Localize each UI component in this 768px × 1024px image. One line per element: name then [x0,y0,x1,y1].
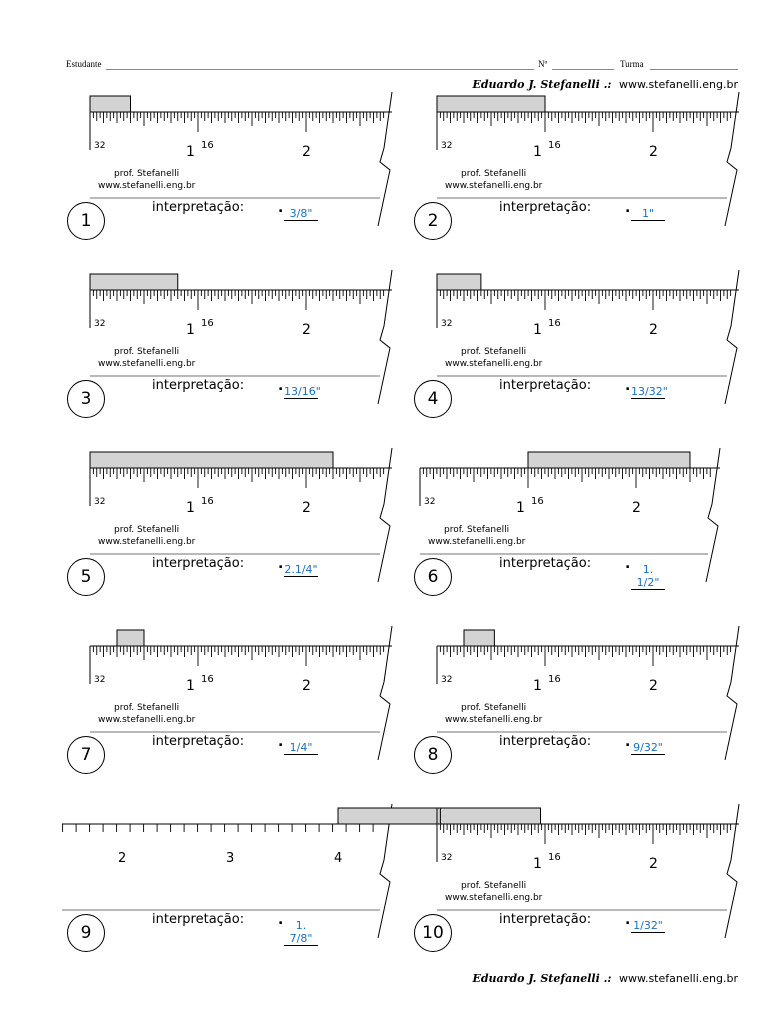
measured-bar [90,452,333,468]
measured-bar [464,630,494,646]
answer-dot: . [625,556,631,572]
answer-dot: . [278,912,284,928]
answer-field[interactable]: 13/32" [631,385,668,398]
exercise-number: 5 [67,558,105,596]
ruler-site-label: www.stefanelli.eng.br [445,715,543,725]
measured-bar [437,808,440,824]
answer-field[interactable]: 2.1/4" [284,563,318,576]
ruler-prof-label: prof. Stefanelli [114,525,180,535]
ruler [409,802,749,922]
credit-bottom [472,972,738,985]
ruler-label-1: 1 [533,678,542,694]
ruler-label-2: 2 [302,500,311,516]
ruler-label-16: 16 [201,318,214,329]
student-name-line[interactable] [106,69,534,70]
ruler-label-4: 4 [334,851,343,866]
interpretation-label: interpretação: [499,556,592,571]
number-label: Nº [538,59,548,69]
student-label: Estudante [66,59,102,69]
ruler [62,802,402,922]
answer-dot: . [625,378,631,394]
ruler-label-1: 1 [533,322,542,338]
ruler-prof-label: prof. Stefanelli [114,347,180,357]
ruler-label-1: 1 [516,500,525,516]
answer-dot: . [278,734,284,750]
student-header [66,58,738,72]
exercise-number: 9 [67,914,105,952]
ruler-label-1: 1 [186,500,195,516]
ruler-label-1: 1 [186,144,195,160]
exercise-10 [409,802,749,972]
ruler-label-2: 2 [302,144,311,160]
ruler-label-1: 1 [533,856,542,872]
measured-bar [437,96,545,112]
ruler-label-32: 32 [94,319,106,329]
exercise-number: 2 [414,202,452,240]
exercise-number: 1 [67,202,105,240]
ruler-label-16: 16 [531,496,544,507]
ruler-label-32: 32 [441,319,453,329]
interpretation-label: interpretação: [499,200,592,215]
ruler-label-2: 2 [649,144,658,160]
interpretation-label: interpretação: [499,378,592,393]
ruler-label-16: 16 [548,318,561,329]
exercise-7 [62,624,402,794]
ruler-label-32: 32 [441,675,453,685]
ruler-site-label: www.stefanelli.eng.br [445,893,543,903]
ruler [390,446,730,566]
exercise-5 [62,446,402,616]
exercise-number: 8 [414,736,452,774]
ruler-site-label: www.stefanelli.eng.br [98,537,196,547]
ruler-label-32: 32 [424,497,436,507]
measured-bar [437,274,481,290]
ruler-label-16: 16 [548,852,561,863]
exercise-9 [62,802,402,972]
interpretation-label: interpretação: [499,734,592,749]
interpretation-label: interpretação: [152,912,245,927]
ruler [409,268,749,388]
measured-bar [117,630,144,646]
ruler-label-32: 32 [441,141,453,151]
exercise-4 [409,268,749,438]
ruler [62,446,402,566]
class-label: Turma [620,59,644,69]
signature: Eduardo J. Stefanelli .: [472,972,612,985]
ruler-prof-label: prof. Stefanelli [461,881,527,891]
measured-bar [90,274,178,290]
ruler-label-16: 16 [201,496,214,507]
ruler-label-2: 2 [649,322,658,338]
ruler-site-label: www.stefanelli.eng.br [445,181,543,191]
ruler-label-1: 1 [186,322,195,338]
answer-field[interactable]: 9/32" [631,741,665,755]
interpretation-label: interpretação: [152,378,245,393]
ruler [409,90,749,210]
answer-field[interactable]: 1" [631,207,665,221]
ruler-label-16: 16 [201,140,214,151]
ruler-label-2: 2 [118,851,127,866]
exercise-number: 10 [414,914,452,952]
ruler-label-2: 2 [649,678,658,694]
answer-dot: . [278,556,284,572]
ruler-label-1: 1 [186,678,195,694]
ruler-label-16: 16 [548,674,561,685]
credit-site: www.stefanelli.eng.br [618,972,738,985]
interpretation-label: interpretação: [152,200,245,215]
credit-site: www.stefanelli.eng.br [618,78,738,91]
answer-dot: . [625,200,631,216]
number-line[interactable] [552,69,614,70]
ruler-site-label: www.stefanelli.eng.br [445,359,543,369]
ruler-label-2: 2 [302,678,311,694]
ruler-label-2: 2 [649,856,658,872]
exercise-1 [62,90,402,260]
exercise-number: 4 [414,380,452,418]
ruler-site-label: www.stefanelli.eng.br [428,537,526,547]
ruler-label-32: 32 [94,141,106,151]
ruler [62,90,402,210]
exercise-number: 6 [414,558,452,596]
ruler-label-2: 2 [632,500,641,516]
measured-bar [90,96,131,112]
ruler-prof-label: prof. Stefanelli [461,703,527,713]
answer-field[interactable]: 1/32" [631,919,665,933]
answer-dot: . [625,912,631,928]
class-line[interactable] [650,69,738,70]
answer-dot: . [625,734,631,750]
ruler-prof-label: prof. Stefanelli [461,169,527,179]
ruler [62,268,402,388]
answer-field[interactable]: 13/16" [284,385,321,398]
ruler-label-16: 16 [201,674,214,685]
interpretation-label: interpretação: [152,734,245,749]
answer-field[interactable]: 1/4" [284,741,318,755]
ruler [409,624,749,744]
ruler-prof-label: prof. Stefanelli [461,347,527,357]
ruler-prof-label: prof. Stefanelli [444,525,510,535]
answer-field[interactable]: 3/8" [284,207,318,221]
ruler-label-32: 32 [94,497,106,507]
interpretation-label: interpretação: [152,556,245,571]
answer-dot: . [278,378,284,394]
ruler-label-32: 32 [441,853,453,863]
answer-dot: . [278,200,284,216]
exercise-number: 7 [67,736,105,774]
ruler-label-3: 3 [226,851,235,866]
exercise-6 [390,446,730,616]
exercise-8 [409,624,749,794]
answer-field[interactable]: 1. 7/8" [284,919,318,946]
ruler-prof-label: prof. Stefanelli [114,703,180,713]
ruler-label-2: 2 [302,322,311,338]
exercise-3 [62,268,402,438]
ruler-label-16: 16 [548,140,561,151]
answer-field[interactable]: 1. 1/2" [631,563,665,590]
ruler-label-32: 32 [94,675,106,685]
ruler-site-label: www.stefanelli.eng.br [98,359,196,369]
ruler [62,624,402,744]
ruler-site-label: www.stefanelli.eng.br [98,715,196,725]
exercise-number: 3 [67,380,105,418]
exercise-2 [409,90,749,260]
signature: Eduardo J. Stefanelli .: [472,78,612,91]
measured-bar [528,452,690,468]
ruler-prof-label: prof. Stefanelli [114,169,180,179]
ruler-label-1: 1 [533,144,542,160]
interpretation-label: interpretação: [499,912,592,927]
ruler-site-label: www.stefanelli.eng.br [98,181,196,191]
